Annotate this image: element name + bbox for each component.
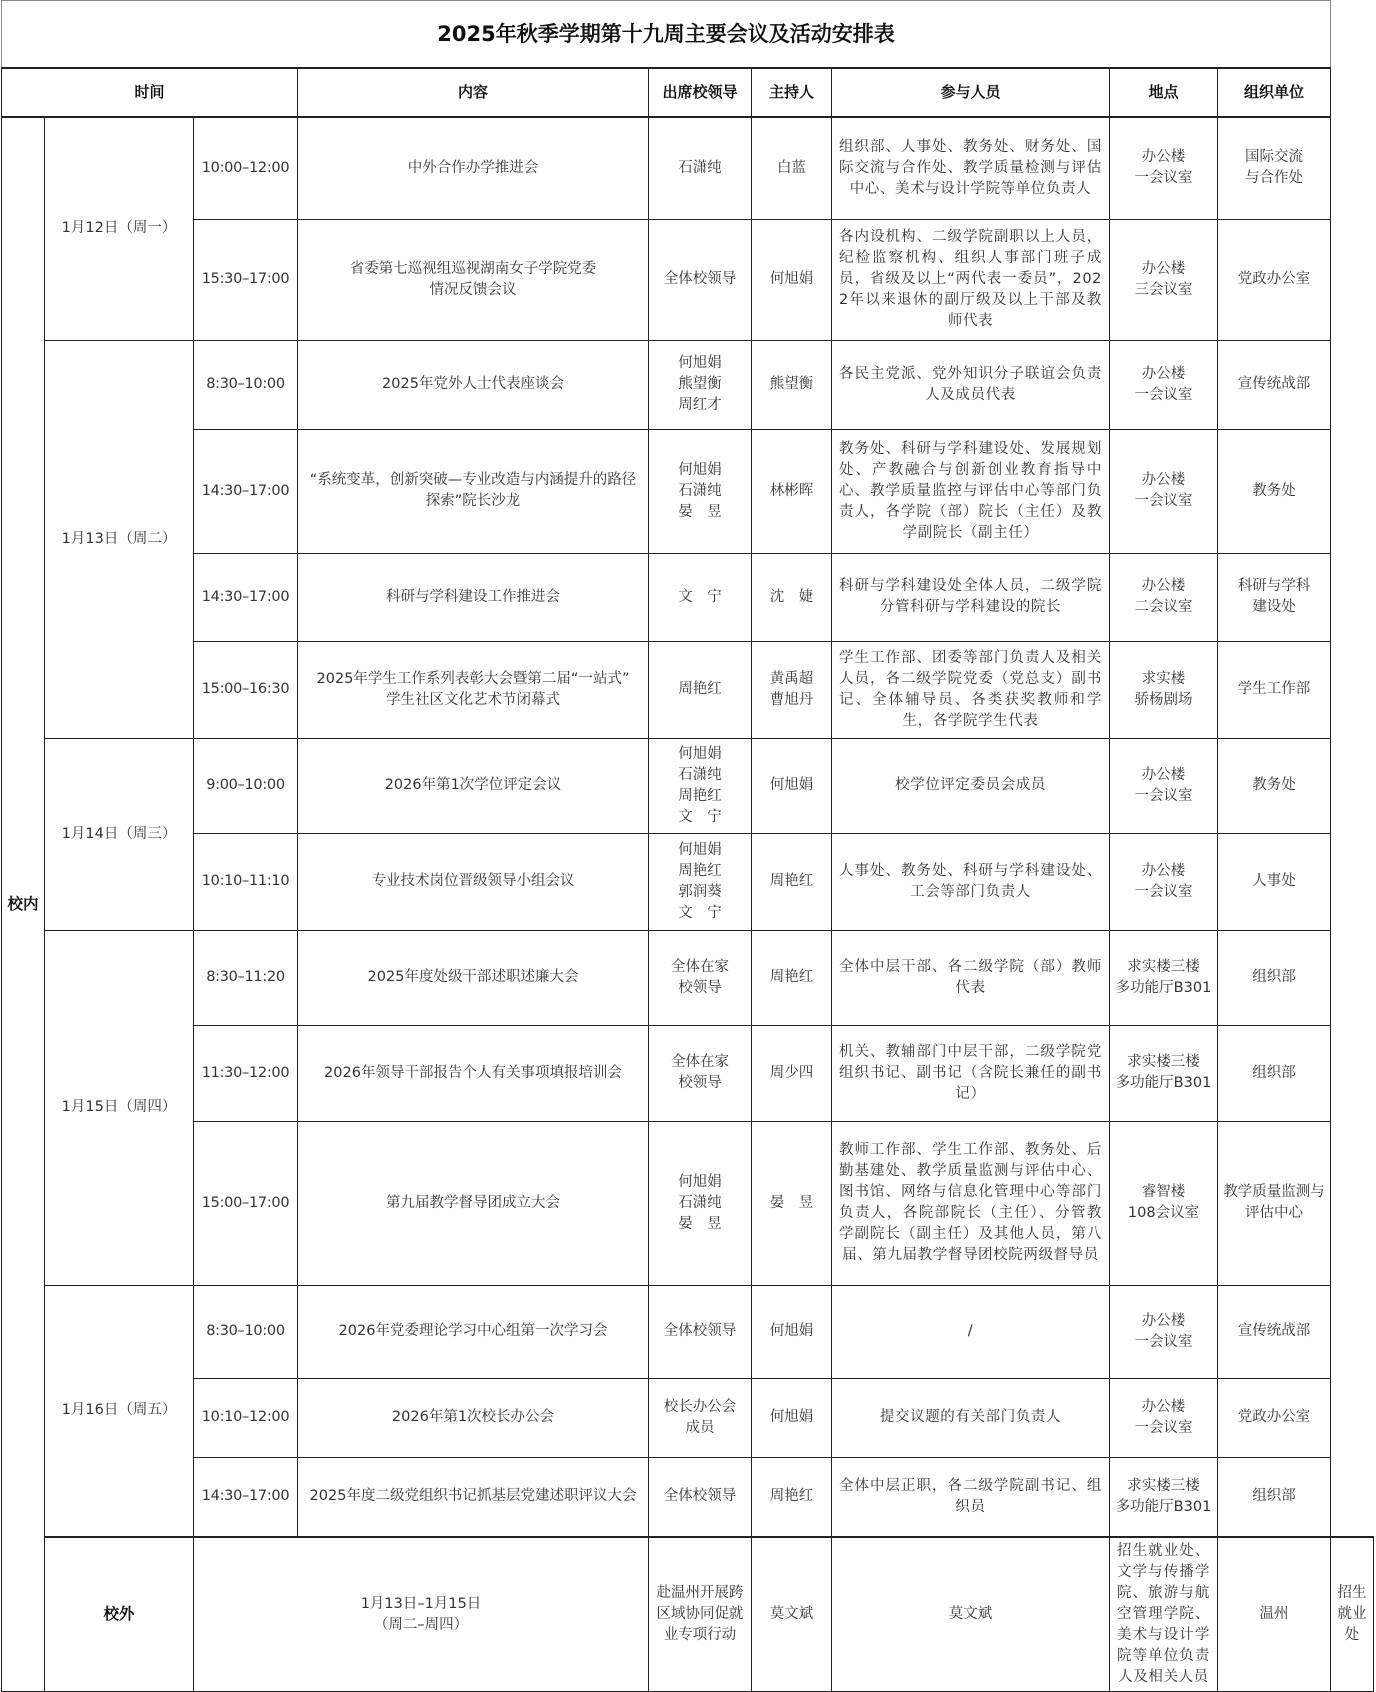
- host-cell: 何旭娟: [752, 1378, 832, 1457]
- organizer-cell: 人事处: [1218, 833, 1331, 930]
- host-cell: 熊望衡: [752, 340, 832, 429]
- time-cell: 15:30–17:00: [194, 219, 298, 340]
- host-cell: 黄禹超 曹旭丹: [752, 641, 832, 738]
- table-row: [2, 1121, 1374, 1285]
- time-cell: 8:30–11:20: [194, 930, 298, 1025]
- host-cell: 何旭娟: [752, 219, 832, 340]
- attendees-cell: 教师工作部、学生工作部、教务处、后勤基建处、教学质量监测与评估中心、图书馆、网络与信息化管理中心等部门负责人，各院部院长（主任）、分管教学副院长（副主任）及其他人员，第八届、第九届教学督导团校院两级督导员: [832, 1121, 1110, 1285]
- host-cell: 林彬晖: [752, 429, 832, 553]
- content-cell: 中外合作办学推进会: [298, 117, 649, 219]
- table-row: [2, 1378, 1374, 1457]
- table-row: [2, 1537, 1374, 1692]
- content-cell: 2025年党外人士代表座谈会: [298, 340, 649, 429]
- date-cell: 1月14日（周三）: [45, 738, 194, 930]
- location-cell: 办公楼 一会议室: [1110, 738, 1218, 833]
- time-cell: 14:30–17:00: [194, 553, 298, 641]
- content-cell: 2026年第1次学位评定会议: [298, 738, 649, 833]
- leader-cell: 全体校领导: [649, 1457, 752, 1537]
- location-cell: 温州: [1218, 1537, 1331, 1692]
- time-cell: 9:00–10:00: [194, 738, 298, 833]
- content-cell: “系统变革，创新突破—专业改造与内涵提升的路径探索”院长沙龙: [298, 429, 649, 553]
- time-cell: 10:10–12:00: [194, 1378, 298, 1457]
- content-cell: 2025年学生工作系列表彰大会暨第二届“一站式” 学生社区文化艺术节闭幕式: [298, 641, 649, 738]
- page-title: 2025年秋季学期第十九周主要会议及活动安排表: [2, 1, 1331, 69]
- location-cell: 办公楼 一会议室: [1110, 1285, 1218, 1378]
- organizer-cell: 组织部: [1218, 1025, 1331, 1121]
- schedule-table: [1, 0, 1374, 1692]
- content-cell: 专业技术岗位晋级领导小组会议: [298, 833, 649, 930]
- location-cell: 睿智楼 108会议室: [1110, 1121, 1218, 1285]
- attendees-cell: 各民主党派、党外知识分子联谊会负责人及成员代表: [832, 340, 1110, 429]
- date-cell: 1月16日（周五）: [45, 1285, 194, 1537]
- time-cell: 14:30–17:00: [194, 1457, 298, 1537]
- leader-cell: 全体在家 校领导: [649, 930, 752, 1025]
- time-cell: 14:30–17:00: [194, 429, 298, 553]
- attendees-cell: /: [832, 1285, 1110, 1378]
- host-cell: 何旭娟: [752, 1285, 832, 1378]
- time-cell: 10:10–11:10: [194, 833, 298, 930]
- table-row: [2, 1285, 1374, 1378]
- organizer-cell: 学生工作部: [1218, 641, 1331, 738]
- date-cell: 1月13日–1月15日 （周二–周四）: [194, 1537, 649, 1692]
- attendees-cell: 人事处、教务处、科研与学科建设处、工会等部门负责人: [832, 833, 1110, 930]
- content-cell: 赴温州开展跨区域协同促就业专项行动: [649, 1537, 752, 1692]
- organizer-cell: 宣传统战部: [1218, 1285, 1331, 1378]
- organizer-cell: 宣传统战部: [1218, 340, 1331, 429]
- host-cell: 白蓝: [752, 117, 832, 219]
- leader-cell: 何旭娟 石潇纯 周艳红 文 宁: [649, 738, 752, 833]
- content-cell: 2026年领导干部报告个人有关事项填报培训会: [298, 1025, 649, 1121]
- organizer-cell: 党政办公室: [1218, 1378, 1331, 1457]
- organizer-cell: 教务处: [1218, 738, 1331, 833]
- location-cell: 办公楼 三会议室: [1110, 219, 1218, 340]
- location-cell: 办公楼 一会议室: [1110, 429, 1218, 553]
- table-row: [2, 1457, 1374, 1537]
- leader-cell: 全体校领导: [649, 1285, 752, 1378]
- attendees-cell: 科研与学科建设处全体人员，二级学院分管科研与学科建设的院长: [832, 553, 1110, 641]
- attendees-cell: 全体中层干部、各二级学院（部）教师代表: [832, 930, 1110, 1025]
- content-cell: 2026年党委理论学习中心组第一次学习会: [298, 1285, 649, 1378]
- time-cell: 15:00–16:30: [194, 641, 298, 738]
- location-cell: 求实楼 骄杨剧场: [1110, 641, 1218, 738]
- content-cell: 省委第七巡视组巡视湖南女子学院党委 情况反馈会议: [298, 219, 649, 340]
- table-row: [2, 641, 1374, 738]
- leader-cell: 石潇纯: [649, 117, 752, 219]
- attendees-cell: 机关、教辅部门中层干部，二级学院党组织书记、副书记（含院长兼任的副书记）: [832, 1025, 1110, 1121]
- attendees-cell: 组织部、人事处、教务处、财务处、国际交流与合作处、教学质量检测与评估中心、美术与设计学院等单位负责人: [832, 117, 1110, 219]
- leader-cell: 何旭娟 石潇纯 晏 昱: [649, 1121, 752, 1285]
- attendees-cell: 全体中层正职，各二级学院副书记、组织员: [832, 1457, 1110, 1537]
- table-row: [2, 833, 1374, 930]
- table-row: [2, 930, 1374, 1025]
- leader-cell: 校长办公会 成员: [649, 1378, 752, 1457]
- date-cell: 1月12日（周一）: [45, 117, 194, 340]
- time-cell: 11:30–12:00: [194, 1025, 298, 1121]
- attendees-cell: 教务处、科研与学科建设处、发展规划处、产教融合与创新创业教育指导中心、教学质量监控与评估中心等部门负责人，各学院（部）院长（主任）及教学副院长（副主任）: [832, 429, 1110, 553]
- location-cell: 求实楼三楼 多功能厅B301: [1110, 930, 1218, 1025]
- organizer-cell: 党政办公室: [1218, 219, 1331, 340]
- leader-cell: 莫文斌: [752, 1537, 832, 1692]
- host-cell: 晏 昱: [752, 1121, 832, 1285]
- leader-cell: 何旭娟 熊望衡 周红才: [649, 340, 752, 429]
- col-header-location: 地点: [1110, 68, 1218, 117]
- table-row: [2, 1025, 1374, 1121]
- attendees-cell: 学生工作部、团委等部门负责人及相关人员，各二级学院党委（党总支）副书记、全体辅导员、各类获奖教师和学生，各学院学生代表: [832, 641, 1110, 738]
- location-cell: 办公楼 一会议室: [1110, 340, 1218, 429]
- organizer-cell: 国际交流 与合作处: [1218, 117, 1331, 219]
- location-cell: 办公楼 一会议室: [1110, 1378, 1218, 1457]
- organizer-cell: 科研与学科 建设处: [1218, 553, 1331, 641]
- attendees-cell: 提交议题的有关部门负责人: [832, 1378, 1110, 1457]
- time-cell: 8:30–10:00: [194, 340, 298, 429]
- location-cell: 求实楼三楼 多功能厅B301: [1110, 1025, 1218, 1121]
- host-cell: 周少四: [752, 1025, 832, 1121]
- organizer-cell: 组织部: [1218, 930, 1331, 1025]
- table-row: [2, 738, 1374, 833]
- organizer-cell: 教务处: [1218, 429, 1331, 553]
- table-row: [2, 429, 1374, 553]
- table-row: [2, 340, 1374, 429]
- location-cell: 办公楼 一会议室: [1110, 833, 1218, 930]
- table-row: [2, 219, 1374, 340]
- leader-cell: 文 宁: [649, 553, 752, 641]
- host-cell: 周艳红: [752, 930, 832, 1025]
- table-row: [2, 117, 1374, 219]
- col-header-time: 时间: [2, 68, 298, 117]
- leader-cell: 周艳红: [649, 641, 752, 738]
- scope-label-on-campus: 校内: [2, 117, 45, 1692]
- leader-cell: 全体在家 校领导: [649, 1025, 752, 1121]
- content-cell: 2025年度处级干部述职述廉大会: [298, 930, 649, 1025]
- col-header-content: 内容: [298, 68, 649, 117]
- col-header-leader: 出席校领导: [649, 68, 752, 117]
- content-cell: 2026年第1次校长办公会: [298, 1378, 649, 1457]
- table-row: [2, 553, 1374, 641]
- organizer-cell: 招生就业处: [1331, 1537, 1374, 1692]
- host-cell: 沈 婕: [752, 553, 832, 641]
- attendees-cell: 招生就业处、文学与传播学院、旅游与航空管理学院、美术与设计学院等单位负责人及相关人员: [1110, 1537, 1218, 1692]
- time-cell: 10:00–12:00: [194, 117, 298, 219]
- col-header-attendees: 参与人员: [832, 68, 1110, 117]
- content-cell: 第九届教学督导团成立大会: [298, 1121, 649, 1285]
- host-cell: 周艳红: [752, 833, 832, 930]
- organizer-cell: 教学质量监测与 评估中心: [1218, 1121, 1331, 1285]
- location-cell: 办公楼 一会议室: [1110, 117, 1218, 219]
- time-cell: 15:00–17:00: [194, 1121, 298, 1285]
- location-cell: 求实楼三楼 多功能厅B301: [1110, 1457, 1218, 1537]
- col-header-organizer: 组织单位: [1218, 68, 1331, 117]
- organizer-cell: 组织部: [1218, 1457, 1331, 1537]
- leader-cell: 全体校领导: [649, 219, 752, 340]
- date-cell: 1月15日（周四）: [45, 930, 194, 1285]
- leader-cell: 何旭娟 周艳红 郭润葵 文 宁: [649, 833, 752, 930]
- attendees-cell: 校学位评定委员会成员: [832, 738, 1110, 833]
- date-cell: 1月13日（周二）: [45, 340, 194, 738]
- col-header-host: 主持人: [752, 68, 832, 117]
- host-cell: 何旭娟: [752, 738, 832, 833]
- scope-label-off-campus: 校外: [45, 1537, 194, 1692]
- leader-cell: 何旭娟 石潇纯 晏 昱: [649, 429, 752, 553]
- host-cell: 莫文斌: [832, 1537, 1110, 1692]
- location-cell: 办公楼 二会议室: [1110, 553, 1218, 641]
- time-cell: 8:30–10:00: [194, 1285, 298, 1378]
- header-row: [2, 68, 1374, 117]
- content-cell: 科研与学科建设工作推进会: [298, 553, 649, 641]
- attendees-cell: 各内设机构、二级学院副职以上人员，纪检监察机构、组织人事部门班子成员，省级及以上“两代表一委员”，2022年以来退休的副厅级及以上干部及教师代表: [832, 219, 1110, 340]
- host-cell: 周艳红: [752, 1457, 832, 1537]
- content-cell: 2025年度二级党组织书记抓基层党建述职评议大会: [298, 1457, 649, 1537]
